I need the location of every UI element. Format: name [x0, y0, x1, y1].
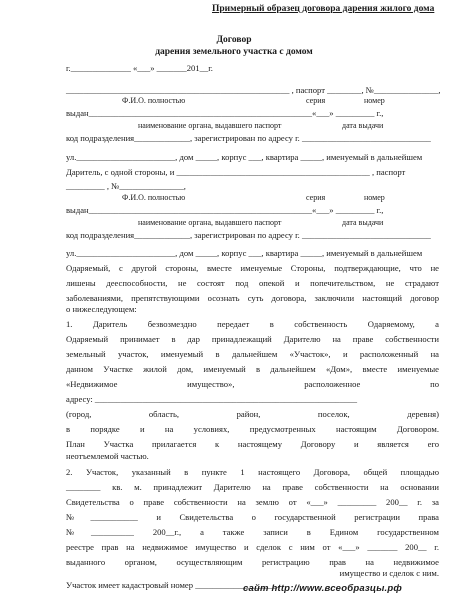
- donor-issued-line: выдан____________________________________________________«___» _________ г.,: [66, 108, 384, 118]
- city-date-line: г.______________ «___» _______201__г.: [66, 63, 213, 73]
- clause-2-line: имущество и сделок с ним.: [339, 568, 439, 578]
- donor-code-line: код подразделения_____________, зарегистрирован по адресу г. ______________________________: [66, 133, 431, 143]
- site-footer: сайт http://www.всеобразцы.рф: [243, 583, 402, 594]
- caption-date-donee: дата выдачи: [342, 218, 384, 227]
- donor-passport-line: ____________________________________________________ , паспорт ________, №_______________,: [66, 85, 441, 95]
- caption-nomer-donee: номер: [364, 193, 385, 202]
- clause-1-line: План Участка прилагается к настоящему Договору и является его: [66, 439, 439, 449]
- donee-issued-line: выдан____________________________________________________«___» _________ г.,: [66, 205, 384, 215]
- parties-paragraph-line: Одаряемый, с другой стороны, вместе именуемые Стороны, подтверждающие, что не: [66, 263, 439, 273]
- clause-1-line: «Недвижимое имущество», расположенное по: [66, 379, 439, 389]
- clause-2-line: №___________ и Свидетельства о государственной регистрации права: [66, 512, 439, 522]
- donee-intro-line: Даритель, с одной стороны, и _____________________________________________ , паспорт: [66, 167, 406, 177]
- document-subtitle: дарения земельного участка с домом: [155, 47, 313, 57]
- clause-2-line: реестре прав на недвижимое имущество и сделок с ним от «___» _______ 200__ г.: [66, 542, 439, 552]
- clause-1-line: неотъемлемой частью.: [66, 451, 149, 461]
- clause-1-address-line: адресу: _____________________________________________________________: [66, 394, 358, 404]
- caption-organ-donor: наименование органа, выдавшего паспорт: [138, 121, 282, 130]
- parties-paragraph-line: лишены дееспособности, не состоят под опекой и попечительством, не страдают: [66, 278, 439, 288]
- document-header: Примерный образец договора дарения жилого дома: [212, 4, 435, 14]
- clause-2-line: Свидетельства о праве собственности на землю от «___» _________ 200__ г. за: [66, 497, 439, 507]
- caption-nomer-donor: номер: [364, 96, 385, 105]
- parties-paragraph-line: о нижеследующем:: [66, 304, 137, 314]
- clause-1-line: в порядке и на условиях, предусмотренных настоящим Договором.: [66, 424, 439, 434]
- caption-seria-donor: серия: [306, 96, 326, 105]
- clause-1-line: земельный участок, именуемый в дальнейшем «Участок», и расположенный на: [66, 349, 439, 359]
- clause-1-address-caption: (город, область, район, поселок, деревня): [66, 409, 439, 419]
- document-title: Договор: [216, 35, 252, 45]
- clause-1-line: 1. Даритель безвозмездно передает в собственность Одаряемому, а: [66, 319, 439, 329]
- clause-2-line: ________ кв. м. принадлежит Дарителю на праве собственности на основании: [66, 482, 439, 492]
- caption-date-donor: дата выдачи: [342, 121, 384, 130]
- donee-address-line: ул._______________________, дом _____, корпус ___, квартира _____, именуемый в дальнейшем: [66, 248, 423, 258]
- clause-2-line: 2. Участок, указанный в пункте 1 настоящего Договора, общей площадью: [66, 467, 439, 477]
- caption-seria-donee: серия: [306, 193, 326, 202]
- cadastral-line: Участок имеет кадастровый номер ___________________.: [66, 580, 279, 590]
- caption-fio-donee: Ф.И.О. полностью: [122, 193, 186, 202]
- caption-organ-donee: наименование органа, выдавшего паспорт: [138, 218, 282, 227]
- donor-address-line: ул._______________________, дом _____, корпус ___, квартира _____, именуемый в дальнейшем: [66, 152, 423, 162]
- clause-1-line: данном Участке жилой дом, именуемый в дальнейшем «Дом», вместе именуемые: [66, 364, 439, 374]
- caption-fio-donor: Ф.И.О. полностью: [122, 96, 186, 105]
- donee-code-line: код подразделения_____________, зарегистрирован по адресу г. ______________________________: [66, 230, 431, 240]
- clause-2-line: №__________ 200__г., а также записи в Едином государственном: [66, 527, 439, 537]
- parties-paragraph-line: заболеваниями, препятствующими осознать суть договора, заключили настоящий договор: [66, 293, 439, 303]
- donee-passport-line: _________ , №_______________,: [66, 181, 186, 191]
- clause-1-line: Одаряемый принимает в дар принадлежащий Дарителю на праве собственности: [66, 334, 439, 344]
- clause-2-line: выданного органом, осуществляющим регистрацию прав на недвижимое: [66, 557, 439, 567]
